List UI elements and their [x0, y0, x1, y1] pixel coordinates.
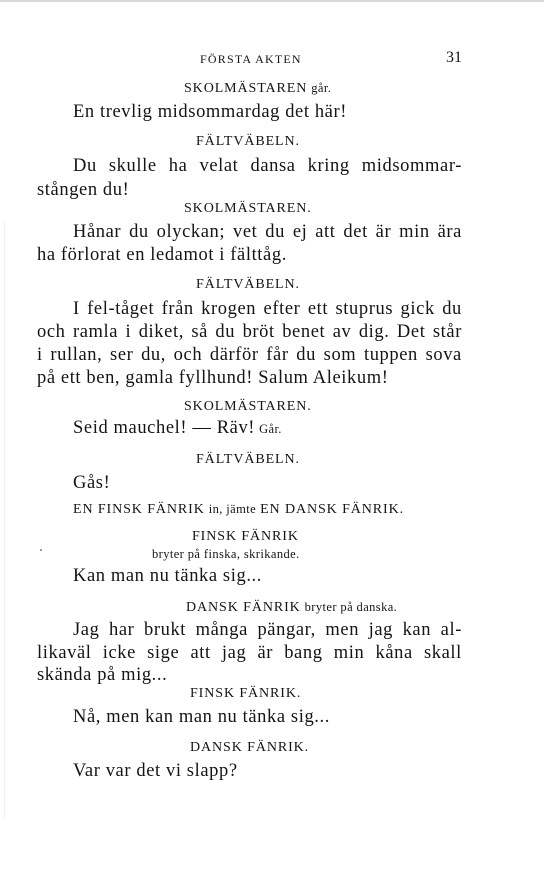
- dialogue-line: En trevlig midsommardag det här!: [73, 102, 348, 122]
- word: och: [37, 322, 66, 342]
- stage-direction: går.: [311, 81, 332, 95]
- dialogue-line: Var var det vi slapp?: [73, 761, 238, 781]
- word: av: [332, 322, 352, 342]
- word: efter: [263, 299, 301, 319]
- word: du,: [141, 345, 167, 365]
- word: från: [161, 299, 194, 319]
- dialogue-line: [37, 345, 462, 366]
- speaker-name: FINSK FÄNRIK: [192, 529, 299, 544]
- word: Du: [73, 156, 97, 176]
- word: ära: [437, 222, 462, 242]
- word: kåna: [375, 643, 413, 663]
- word: många: [195, 620, 248, 640]
- word: ser: [110, 345, 134, 365]
- word: olyckan;: [156, 222, 226, 242]
- word: skall: [423, 643, 462, 663]
- speaker-name: SKOLMÄSTAREN.: [184, 399, 312, 414]
- word: får: [266, 345, 289, 365]
- dialogue-row: [73, 418, 282, 439]
- speaker-name: DANSK FÄNRIK: [186, 600, 301, 615]
- word: och: [173, 345, 203, 365]
- dialogue-line: [37, 322, 462, 343]
- dialogue-line: [73, 222, 462, 243]
- word: min: [399, 222, 430, 242]
- word: så: [191, 322, 208, 342]
- word: är: [257, 643, 274, 663]
- word: vet: [233, 222, 258, 242]
- word: men: [325, 620, 360, 640]
- word: jag: [368, 620, 394, 640]
- dialogue-line: Kan man nu tänka sig...: [73, 566, 262, 586]
- word: i: [125, 322, 132, 342]
- speaker-name: SKOLMÄSTAREN.: [184, 201, 312, 216]
- word: benet: [282, 322, 326, 342]
- word: al-: [440, 620, 462, 640]
- word: att: [315, 222, 336, 242]
- character-name: EN FINSK FÄNRIK: [73, 502, 205, 517]
- word: brukt: [143, 620, 187, 640]
- dialogue-line: [37, 643, 462, 664]
- word: bang: [284, 643, 323, 663]
- word: bröt: [242, 322, 275, 342]
- word: kan: [402, 620, 432, 640]
- speaker-line: [184, 79, 331, 97]
- dialogue-line: [73, 156, 462, 177]
- running-title: FÖRSTA AKTEN: [200, 52, 302, 66]
- word: diket,: [138, 322, 184, 342]
- speaker-name: FÄLTVÄBELN.: [196, 452, 300, 467]
- word: dansa: [250, 156, 296, 176]
- dialogue-line: Seid mauchel! — Räv!: [73, 418, 256, 438]
- word: dig.: [358, 322, 390, 342]
- word: velat: [199, 156, 239, 176]
- word: att: [190, 643, 211, 663]
- word: Hånar: [73, 222, 122, 242]
- speaker-name: FÄLTVÄBELN.: [196, 277, 300, 292]
- word: icke: [102, 643, 136, 663]
- word: likaväl: [37, 643, 92, 663]
- word: du: [215, 322, 236, 342]
- word: kring: [307, 156, 350, 176]
- word: du: [442, 299, 462, 319]
- word: pängar,: [257, 620, 316, 640]
- dialogue-line: [73, 620, 462, 641]
- word: ej: [292, 222, 308, 242]
- word: midsommar-: [361, 156, 462, 176]
- stage-direction: bryter på finska, skrikande.: [152, 547, 300, 561]
- word: ett: [307, 299, 329, 319]
- word: du: [296, 345, 316, 365]
- word: Det: [396, 322, 426, 342]
- dialogue-line: Nå, men kan man nu tänka sig...: [73, 707, 330, 727]
- word: gick: [400, 299, 435, 319]
- word: rullan,: [50, 345, 103, 365]
- word: ha: [168, 156, 188, 176]
- word: I: [73, 299, 80, 319]
- dialogue-line: på ett ben, gamla fyllhund! Salum Aleikum!: [37, 368, 389, 388]
- character-name: EN DANSK FÄNRIK.: [260, 502, 404, 517]
- word: Jag: [73, 620, 100, 640]
- stage-direction: in, jämte: [208, 502, 257, 516]
- speaker-name: DANSK FÄNRIK.: [190, 740, 310, 755]
- word: fel-tåget: [87, 299, 155, 319]
- word: du: [129, 222, 149, 242]
- dialogue-line: skända på mig...: [37, 665, 168, 685]
- word: därför: [209, 345, 259, 365]
- speaker-line: [186, 598, 397, 616]
- speaker-name: FINSK FÄNRIK.: [190, 686, 302, 701]
- word: skulle: [108, 156, 157, 176]
- word: som: [323, 345, 357, 365]
- dialogue-line: stången du!: [37, 180, 130, 200]
- stage-direction: Går.: [259, 422, 282, 436]
- word: i: [37, 345, 43, 365]
- word: sova: [425, 345, 462, 365]
- word: tuppen: [363, 345, 418, 365]
- word: stuprus: [335, 299, 394, 319]
- word: krogen: [201, 299, 257, 319]
- page-number: 31: [446, 49, 462, 66]
- stage-entrance: [73, 500, 404, 518]
- word: sige: [147, 643, 180, 663]
- dialogue-line: Gås!: [73, 473, 111, 493]
- word: har: [109, 620, 135, 640]
- speaker-name: SKOLMÄSTAREN: [184, 81, 308, 96]
- word: står: [432, 322, 462, 342]
- word: jag: [221, 643, 247, 663]
- word: det: [343, 222, 368, 242]
- word: är: [375, 222, 392, 242]
- dialogue-line: ha förlorat en ledamot i fälttåg.: [37, 245, 287, 265]
- speaker-name: FÄLTVÄBELN.: [196, 134, 300, 149]
- stage-direction: bryter på danska.: [304, 600, 398, 614]
- dialogue-line: [73, 299, 462, 320]
- word: ramla: [72, 322, 119, 342]
- word: du: [265, 222, 285, 242]
- word: min: [333, 643, 365, 663]
